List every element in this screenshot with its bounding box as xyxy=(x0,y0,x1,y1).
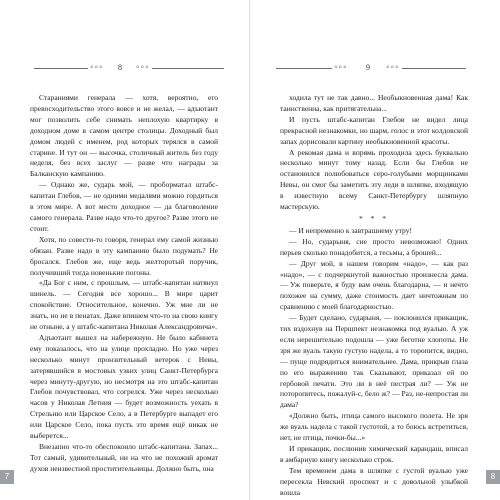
paragraph: И прикащик, послюнив химический карандаш, вписал в амбарную книгу несколько строк. xyxy=(280,444,468,464)
paragraph: — Но, сударыня, сие просто невозможно! Одних перьев сколько понадобится, а тесьмы, а брошей... xyxy=(280,236,468,257)
paragraph: А рекомая дама и впрямь проходила здесь буквально несколько минут тому назад. Если бы Глебов не остановился полюбоваться серо-голубыми морщинками Невы, он смог бы заметить эту леди в шляпке, входящую в известную всему Санкт-Петербургу шляпную мастерскую. xyxy=(280,147,468,212)
header-ornament: ◦◦◦ xyxy=(90,62,104,73)
side-page-tab: 8 xyxy=(486,470,500,484)
right-page-text xyxy=(280,93,468,499)
left-page-text xyxy=(30,93,218,475)
paragraph: Хотя, по совести-то говоря, генерал ему самой жизнью обязан. Разве надо в эту кампанию было подумать? Не бросался. Глебов же, еще ведь желторотый поручик, получивший тогда новенькие погоны. xyxy=(30,234,218,277)
header-rule xyxy=(402,68,466,69)
right-page xyxy=(250,0,500,500)
header-rule xyxy=(276,68,332,69)
paragraph: Внезапно что-то обеспокоило штабс-капитана. Запах... Тот самый, удивительный, ни на что не похожий аромат духов неизвестной проститительницы. Должно быть, она xyxy=(30,442,218,473)
header-rule xyxy=(34,68,88,69)
page-number: 8 xyxy=(118,63,122,72)
header-rule xyxy=(152,68,224,69)
paragraph: ходила тут не так давно... Необыкновенная дама! Как таинственна, как притягательна... xyxy=(280,93,468,113)
paragraph: — Однако же, сударь мой, — проборматал штабс-капитан Глебов, — не одними медалями можно гордиться в этом мире. А вот место доходное — да благоволение самого генерала. Разве надо что-то другое? Разве этого не стоит. xyxy=(30,180,218,233)
header-ornament: ◦◦◦ xyxy=(386,62,400,73)
section-separator: * * * xyxy=(359,213,389,223)
paragraph: Адъютант вышел на набережную. Не было кабинета ему показалось, что на улице прохладно. Но уже через несколько минут пронзительный ветерок с Невы, затерявшийся в мостовых узких улиц Санкт-Петербурга через минуту-другую, но несмотря на это штабс-капитан Глебов почувствовал, что согрелся. Уже через несколько часов у Николая Летния — будет возможность уехать в Стрельню или Царское Село, а в Петербурге выпадет его или Царское Село, пока пусть это время ещё никак не выберется... xyxy=(30,332,218,441)
paragraph: — Будет сделано, сударыня, — поклонился прикащик, тих вздохнув на Першпект незнакомка под вуалью. А уж если нерешительно подошла — уже беготне хлопоты. Не зря же вуаль такую густую надела, а то торопится, видно, — пуще подрядиться внимательнее. Дама, прикрыв глаза по его выражению так Сказывают, приказал ей по гербовой печати. Это ли в неё пестрая ли? — Уж не поторопитесь, пожалуй-с, бело ж? — Раз, не-непростая ли дама? xyxy=(280,313,468,410)
paragraph: — И непременно к завтрашнему утру! xyxy=(289,225,412,235)
left-page-header xyxy=(34,62,224,76)
paragraph: «Должно быть, птица самого высокого полета. Не зря же вуаль надела с такой густотой, а то боюсь встретиться, нет, не птица, почки-бы...» xyxy=(280,411,468,443)
header-ornament: ◦◦◦ xyxy=(334,62,348,73)
paragraph: Тем временем дама в шляпке с густой вуалью уже пересекла Невский проспект и с довольной улыбкой вошла xyxy=(280,465,468,497)
header-ornament: ◦◦◦ xyxy=(136,62,150,73)
paragraph: Стараниями генерала — хотя, вероятно, его превосходительство этого вовсе и не желал, — адъютант мог позволить себе снимать неплохую квартирку в доходном доме в самом центре столицы. Доходный был домом людей с именем, род которых терялся в самой старине. И тут он — высочка, столичный житель без году неделя, без всех заслуг — разве что награды за Балканскую кампанию. xyxy=(30,93,218,179)
paragraph: — Друг мой, в нашем говорим «надо», — как раз «надо», — с подчеркнутой важностью произнесла дама. — Уж поверьте, я буду вам очень благодарна, — и нечто похожее на сумму, даже стоимость дает ничтожным по сравнению с моей благодарностью. xyxy=(280,258,468,312)
side-page-tab: 7 xyxy=(0,470,14,484)
paragraph: И пусть штабс-капитан Глебов не видел лица прекрасной незнакомки, но шарм, голос и этот колдовской запах дорисовали картину необыкновенной красоты. xyxy=(280,114,468,146)
page-number: 9 xyxy=(366,63,370,72)
paragraph: «Да Бог с ним, с прошлым, — штабс-капитан натянул шинель. — Сегодня все хорошо... В мире царит спокойствие. Относительное, конечно. Уж мне ли не знать, но не в пенатах. Даже впишем что-то на свою книгу не отныне, а у штабс-капитана Николая Александровича». xyxy=(30,278,218,332)
right-page-header xyxy=(276,62,466,76)
